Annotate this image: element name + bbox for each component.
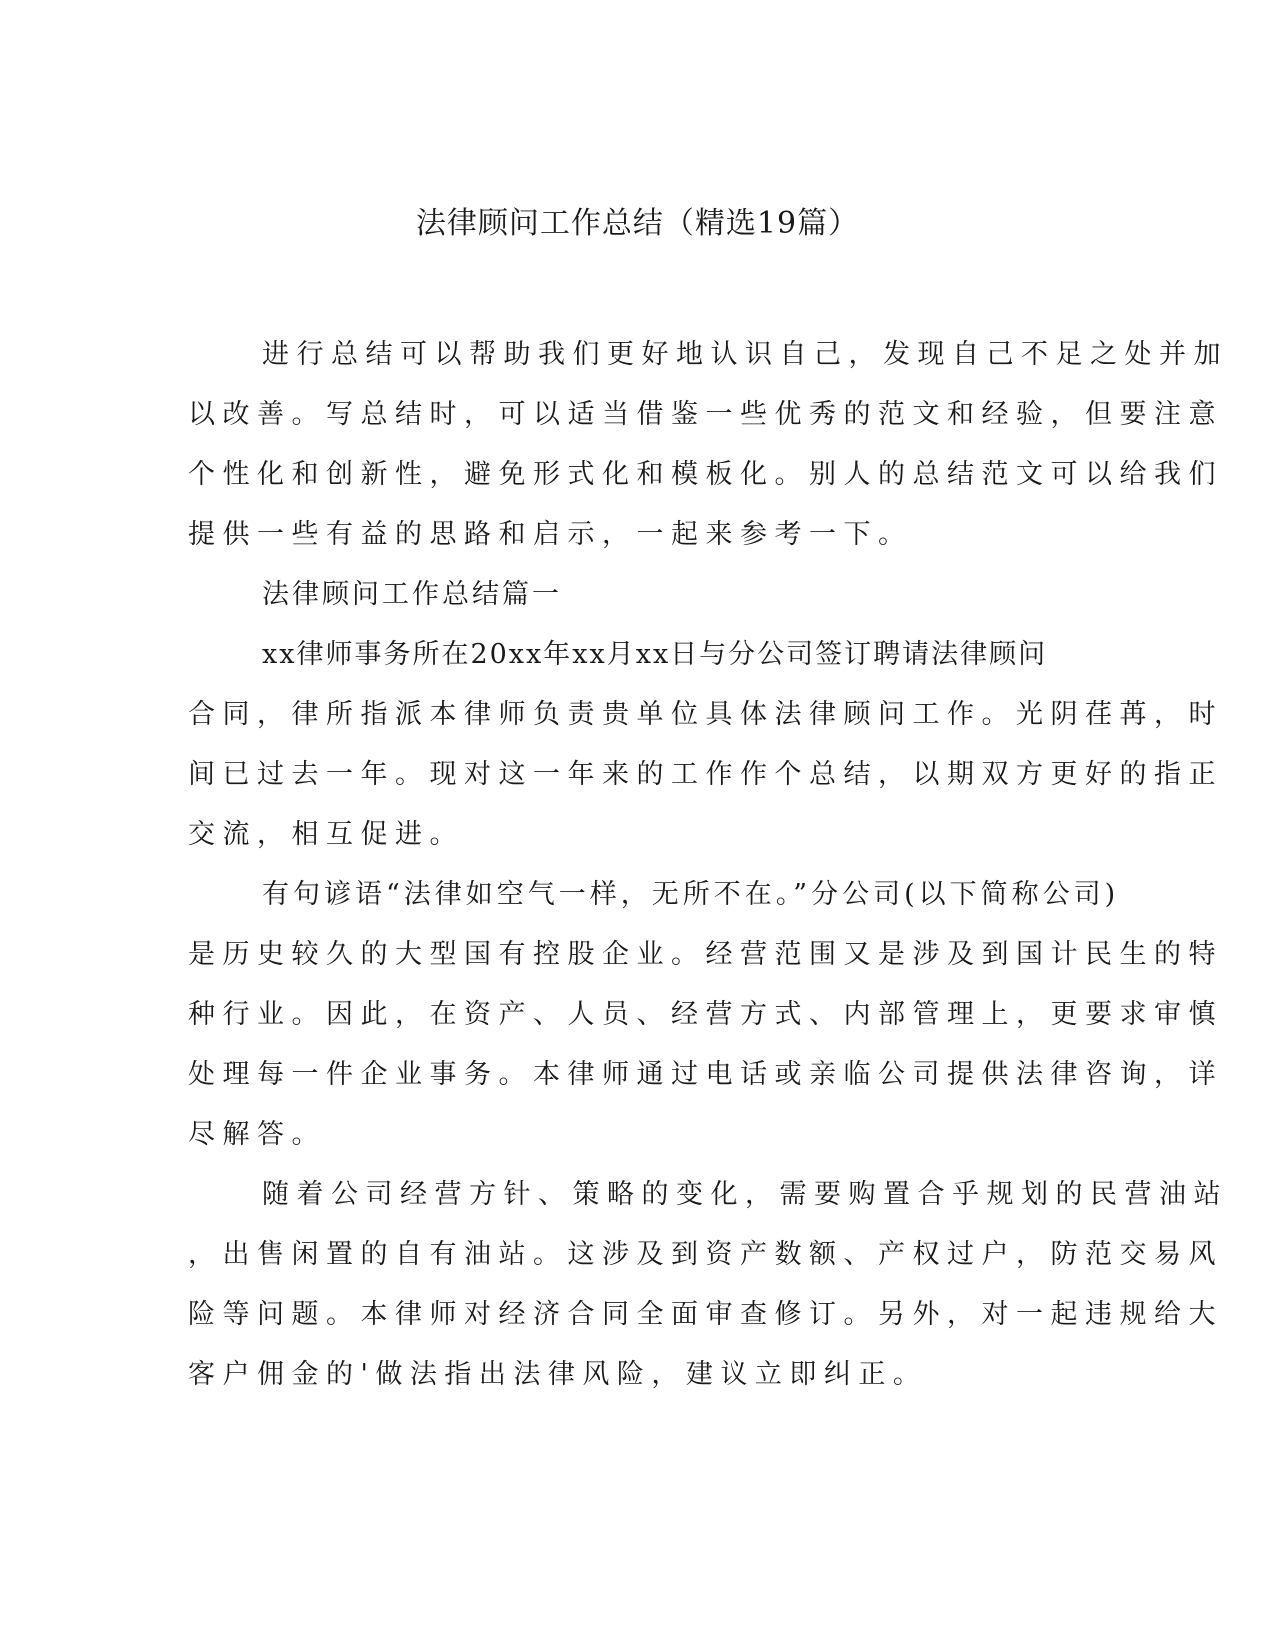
text-line: 处理每一件企业事务。本律师通过电话或亲临公司提供法律咨询，详 (188, 1059, 1223, 1090)
text-line: 提供一些有益的思路和启示，一起来参考一下。 (188, 519, 913, 550)
body-paragraph (188, 865, 1223, 1165)
text-line: 随着公司经营方针、策略的变化，需要购置合乎规划的民营油站 (262, 1179, 1228, 1210)
section-heading-text: 法律顾问工作总结篇一 (262, 579, 562, 610)
body-paragraph (188, 1165, 1228, 1405)
text-line: 合同，律所指派本律师负责贵单位具体法律顾问工作。光阴荏苒，时 (188, 699, 1223, 730)
text-line: 险等问题。本律师对经济合同全面审查修订。另外，对一起违规给大 (188, 1299, 1223, 1330)
text-line: 个性化和创新性，避免形式化和模板化。别人的总结范文可以给我们 (188, 459, 1223, 490)
text-line: ，出售闲置的自有油站。这涉及到资产数额、产权过户，防范交易风 (188, 1239, 1223, 1270)
document-body (188, 325, 1228, 1405)
text-line: 有句谚语“法律如空气一样，无所不在。”分公司(以下简称公司) (262, 879, 1120, 910)
text-line: 是历史较久的大型国有控股企业。经营范围又是涉及到国计民生的特 (188, 939, 1223, 970)
text-line: 客户佣金的'做法指出法律风险，建议立即纠正。 (188, 1359, 928, 1390)
text-line: 种行业。因此，在资产、人员、经营方式、内部管理上，更要求审慎 (188, 999, 1223, 1030)
intro-paragraph (188, 325, 1228, 565)
text-line: xx律师事务所在20xx年xx月xx日与分公司签订聘请法律顾问 (262, 639, 1048, 670)
document-title: 法律顾问工作总结（精选19篇） (415, 206, 860, 241)
text-line: 间已过去一年。现对这一年来的工作作个总结，以期双方更好的指正 (188, 759, 1223, 790)
text-line: 进行总结可以帮助我们更好地认识自己，发现自己不足之处并加 (262, 339, 1228, 370)
section-heading (188, 565, 1068, 625)
body-paragraph (188, 625, 1223, 865)
text-line: 以改善。写总结时，可以适当借鉴一些优秀的范文和经验，但要注意 (188, 399, 1223, 430)
text-line: 交流，相互促进。 (188, 819, 464, 850)
text-line: 尽解答。 (188, 1119, 326, 1150)
